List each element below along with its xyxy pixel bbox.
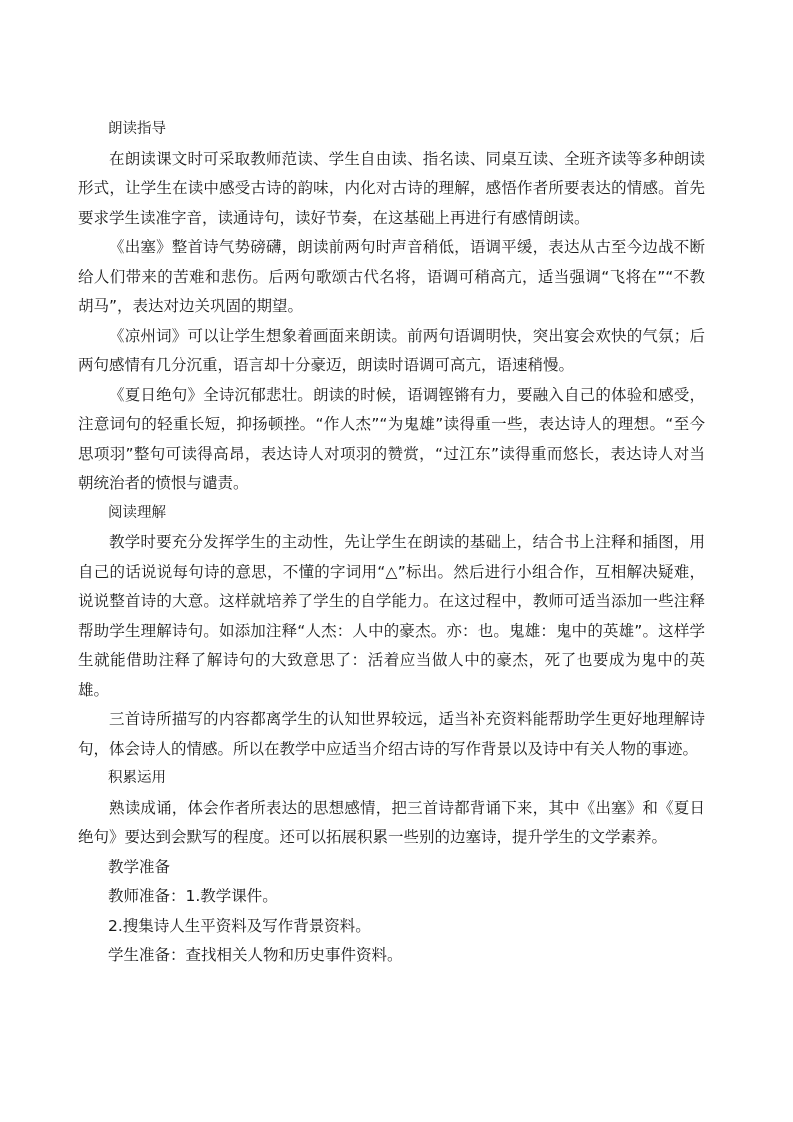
paragraph-chusai: 《出塞》整首诗气势磅礴，朗读前两句时声音稍低，语调平缓，表达从古至今边战不断给人们带来的苦难和悲伤。后两句歌颂古代名将，语调可稍高亢，适当强调“飞将在”“不教胡马”，表达对边关巩固的期望。	[78, 238, 705, 315]
paragraph-liangzhouci: 《凉州词》可以让学生想象着画面来朗读。前两句语调明快，突出宴会欢快的气氛；后两句感情有几分沉重，语言却十分豪迈，朗读时语调可高亢，语速稍慢。	[78, 326, 705, 374]
paragraph-comprehension-1: 教学时要充分发挥学生的主动性，先让学生在朗读的基础上，结合书上注释和插图，用自己的话说说每句诗的意思，不懂的字词用“△”标出。然后进行小组合作，互相解决疑难，说说整首诗的大意。这样就培养了学生的自学能力。在这过程中，教师可适当添加一些注释帮助学生理解诗句。如添加注释“人杰：人中的豪杰。亦：也。鬼雄：鬼中的英雄”。这样学生就能借助注释了解诗句的大致意思了：活着应当做人中的豪杰，死了也要成为鬼中的英雄。	[78, 533, 705, 699]
heading-comprehension: 阅读理解	[108, 504, 166, 521]
heading-accumulation: 积累运用	[108, 770, 166, 786]
paragraph-xiarijueju: 《夏日绝句》全诗沉郁悲壮。朗读的时候，语调铿锵有力，要融入自己的体验和感受，注意词句的轻重长短，抑扬顿挫。“作人杰”“为鬼雄”读得重一些，表达诗人的理想。“至今思项羽”整句可读得高昂，表达诗人对项羽的赞赏，“过江东”读得重而悠长，表达诗人对当朝统治者的愤恨与谴责。	[78, 385, 705, 492]
student-prep: 学生准备：查找相关人物和历史事件资料。	[108, 946, 403, 964]
teacher-prep-1: 教师准备：1.教学课件。	[108, 887, 278, 905]
paragraph-reading-guide-1: 在朗读课文时可采取教师范读、学生自由读、指名读、同桌互读、全班齐读等多种朗读形式，让学生在读中感受古诗的韵味，内化对古诗的理解，感悟作者所要表达的情感。首先要求学生读准字音，读通诗句，读好节奏，在这基础上再进行有感情朗读。	[78, 149, 705, 227]
heading-reading-guide: 朗读指导	[108, 121, 166, 137]
heading-teaching-prep: 教学准备	[108, 857, 171, 876]
teacher-prep-2: 2.搜集诗人生平资料及写作背景资料。	[108, 916, 371, 935]
paragraph-accumulation: 熟读成诵，体会作者所表达的思想感情，把三首诗都背诵下来，其中《出塞》和《夏日绝句》要达到会默写的程度。还可以拓展积累一些别的边塞诗，提升学生的文学素养。	[78, 798, 705, 846]
paragraph-comprehension-2: 三首诗所描写的内容都离学生的认知世界较远，适当补充资料能帮助学生更好地理解诗句，体会诗人的情感。所以在教学中应适当介绍古诗的写作背景以及诗中有关人物的事迹。	[78, 710, 705, 758]
